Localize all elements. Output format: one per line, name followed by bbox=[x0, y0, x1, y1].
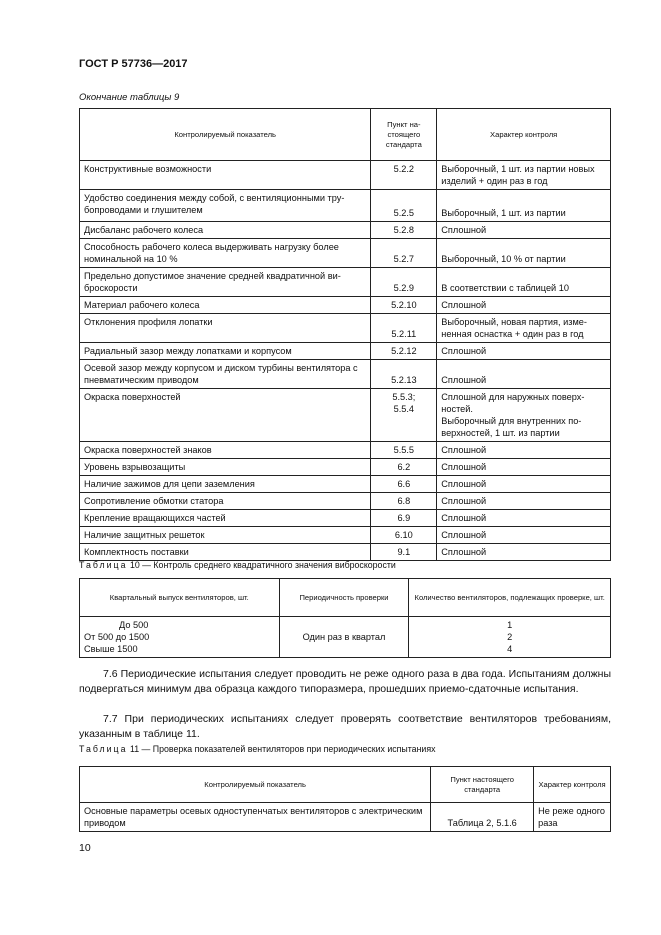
table9-cell-indicator: Радиальный зазор между лопатками и корпусом bbox=[80, 343, 371, 360]
table11-row-indicator: Основные параметры осевых одноступенчатых вентиляторов с электрическим приводом bbox=[80, 803, 431, 832]
table-10 bbox=[79, 578, 611, 658]
table11-header-indicator: Контролируемый показатель bbox=[80, 767, 431, 803]
table9-cell-indicator: Крепление вращающихся частей bbox=[80, 510, 371, 527]
table9-cell-clause: 6.10 bbox=[371, 527, 437, 544]
table9-cell-indicator: Сопротивление обмотки статора bbox=[80, 493, 371, 510]
table9-cell-control: Сплошной bbox=[437, 476, 611, 493]
table9-cell-indicator: Комплектность поставки bbox=[80, 544, 371, 561]
table9-row bbox=[80, 476, 611, 493]
table10-volume-2: От 500 до 1500 bbox=[84, 632, 150, 642]
table9-cell-control: Сплошной bbox=[437, 442, 611, 459]
table9-row bbox=[80, 190, 611, 222]
table11-header-clause: Пункт настоящего стандарта bbox=[431, 767, 534, 803]
table9-row bbox=[80, 314, 611, 343]
table10-caption-prefix: Таблица bbox=[79, 560, 128, 570]
table9-row bbox=[80, 389, 611, 442]
table9-cell-indicator: Способность рабочего колеса выдерживать нагрузку более номинальной на 10 % bbox=[80, 239, 371, 268]
table9-row bbox=[80, 544, 611, 561]
table9-row bbox=[80, 222, 611, 239]
table9-header-indicator: Контролируемый показатель bbox=[80, 109, 371, 161]
table9-cell-clause: 5.2.5 bbox=[371, 190, 437, 222]
table9-cell-indicator: Наличие защитных решеток bbox=[80, 527, 371, 544]
table9-body bbox=[80, 161, 611, 561]
table9-cell-clause: 6.6 bbox=[371, 476, 437, 493]
page-number: 10 bbox=[79, 842, 91, 854]
table9-cell-indicator: Отклонения профиля лопатки bbox=[80, 314, 371, 343]
table9-cell-control: Сплошной bbox=[437, 343, 611, 360]
table9-cell-clause: 5.2.2 bbox=[371, 161, 437, 190]
table10-header-period: Периодичность проверки bbox=[279, 579, 409, 617]
table9-cell-control: Сплошной bbox=[437, 527, 611, 544]
table10-volume-1: До 500 bbox=[119, 620, 149, 630]
table11-caption-prefix: Таблица bbox=[79, 744, 128, 754]
table10-volume-3: Свыше 1500 bbox=[84, 644, 138, 654]
table9-cell-indicator: Удобство соединения между собой, с вентиляционными тру- бопроводами и глушителем bbox=[80, 190, 371, 222]
table10-count-3: 4 bbox=[507, 644, 513, 654]
table9-cell-indicator: Дисбаланс рабочего колеса bbox=[80, 222, 371, 239]
table9-cell-control: Выборочный, 1 шт. из партии новых изделий + один раз в год bbox=[437, 161, 611, 190]
table9-cell-indicator: Материал рабочего колеса bbox=[80, 297, 371, 314]
table9-row bbox=[80, 510, 611, 527]
table9-row bbox=[80, 268, 611, 297]
table9-cell-clause: 5.2.9 bbox=[371, 268, 437, 297]
table9-row bbox=[80, 459, 611, 476]
table11-row-control: Не реже одного раза bbox=[534, 803, 611, 832]
table-9 bbox=[79, 108, 611, 561]
table9-header-clause: Пункт на- стоящего стандарта bbox=[371, 109, 437, 161]
table10-volume-cell bbox=[80, 617, 280, 658]
table9-cell-control: В соответствии с таблицей 10 bbox=[437, 268, 611, 297]
table9-cell-control: Выборочный, 10 % от партии bbox=[437, 239, 611, 268]
table9-cell-control: Выборочный, 1 шт. из партии bbox=[437, 190, 611, 222]
table9-cell-clause: 6.8 bbox=[371, 493, 437, 510]
table9-cell-clause: 6.2 bbox=[371, 459, 437, 476]
table9-cell-control: Сплошной bbox=[437, 544, 611, 561]
table9-cell-indicator: Окраска поверхностей bbox=[80, 389, 371, 442]
table9-row bbox=[80, 360, 611, 389]
table10-count-1: 1 bbox=[507, 620, 513, 630]
table9-cell-clause: 5.5.3; 5.5.4 bbox=[371, 389, 437, 442]
table10-header-volume: Квартальный выпуск вентиляторов, шт. bbox=[80, 579, 280, 617]
table9-cell-clause: 9.1 bbox=[371, 544, 437, 561]
table9-row bbox=[80, 239, 611, 268]
table9-cell-control: Сплошной bbox=[437, 493, 611, 510]
table11-caption bbox=[79, 744, 436, 754]
table9-row bbox=[80, 161, 611, 190]
table9-cell-indicator: Уровень взрывозащиты bbox=[80, 459, 371, 476]
table9-cell-clause: 5.2.7 bbox=[371, 239, 437, 268]
table9-cell-clause: 5.2.12 bbox=[371, 343, 437, 360]
table9-cell-control: Сплошной bbox=[437, 360, 611, 389]
table10-caption bbox=[79, 560, 396, 570]
table9-cell-control: Сплошной bbox=[437, 222, 611, 239]
document-header: ГОСТ Р 57736—2017 bbox=[79, 58, 188, 70]
table10-caption-title: 10 — Контроль среднего квадратичного значения виброскорости bbox=[129, 560, 396, 570]
table11-row-clause: Таблица 2, 5.1.6 bbox=[431, 803, 534, 832]
paragraph-7-7: 7.7 При периодических испытаниях следует проверять соответствие вентиляторов требованиям, указанным в таблице 11. bbox=[79, 713, 611, 740]
table9-cell-control: Сплошной bbox=[437, 459, 611, 476]
table9-row bbox=[80, 343, 611, 360]
table-11 bbox=[79, 766, 611, 832]
table9-row bbox=[80, 297, 611, 314]
table9-cell-clause: 5.2.10 bbox=[371, 297, 437, 314]
table10-period-cell: Один раз в квартал bbox=[279, 617, 409, 658]
table9-cell-control: Выборочный, новая партия, изме- ненная оснастка + один раз в год bbox=[437, 314, 611, 343]
table9-header-control: Характер контроля bbox=[437, 109, 611, 161]
table9-cell-control: Сплошной для наружных поверх- ностей. Выборочный для внутренних по- верхностей, 1 шт. из партии bbox=[437, 389, 611, 442]
table10-count-2: 2 bbox=[507, 632, 513, 642]
table9-cell-indicator: Наличие зажимов для цепи заземления bbox=[80, 476, 371, 493]
paragraph-7-6: 7.6 Периодические испытания следует проводить не реже одного раза в два года. Испытаниям должны подвергаться минимум два образца каждого типоразмера, прошедших приемо-сдаточные испытания. bbox=[79, 668, 611, 695]
table9-cell-control: Сплошной bbox=[437, 297, 611, 314]
table9-caption: Окончание таблицы 9 bbox=[79, 92, 180, 103]
table9-cell-clause: 5.5.5 bbox=[371, 442, 437, 459]
table11-header-control: Характер контроля bbox=[534, 767, 611, 803]
table9-row bbox=[80, 442, 611, 459]
table9-cell-clause: 5.2.13 bbox=[371, 360, 437, 389]
table9-cell-indicator: Предельно допустимое значение средней квадратичной ви- броскорости bbox=[80, 268, 371, 297]
table9-row bbox=[80, 493, 611, 510]
table9-cell-indicator: Осевой зазор между корпусом и диском турбины вентилятора с пневматическим приводом bbox=[80, 360, 371, 389]
table9-cell-clause: 5.2.8 bbox=[371, 222, 437, 239]
table11-caption-title: 11 — Проверка показателей вентиляторов при периодических испытаниях bbox=[129, 744, 436, 754]
table9-cell-clause: 5.2.11 bbox=[371, 314, 437, 343]
table9-cell-indicator: Окраска поверхностей знаков bbox=[80, 442, 371, 459]
table10-count-cell bbox=[409, 617, 611, 658]
table9-cell-control: Сплошной bbox=[437, 510, 611, 527]
table9-cell-indicator: Конструктивные возможности bbox=[80, 161, 371, 190]
table9-cell-clause: 6.9 bbox=[371, 510, 437, 527]
table10-header-count: Количество вентиляторов, подлежащих проверке, шт. bbox=[409, 579, 611, 617]
table9-row bbox=[80, 527, 611, 544]
